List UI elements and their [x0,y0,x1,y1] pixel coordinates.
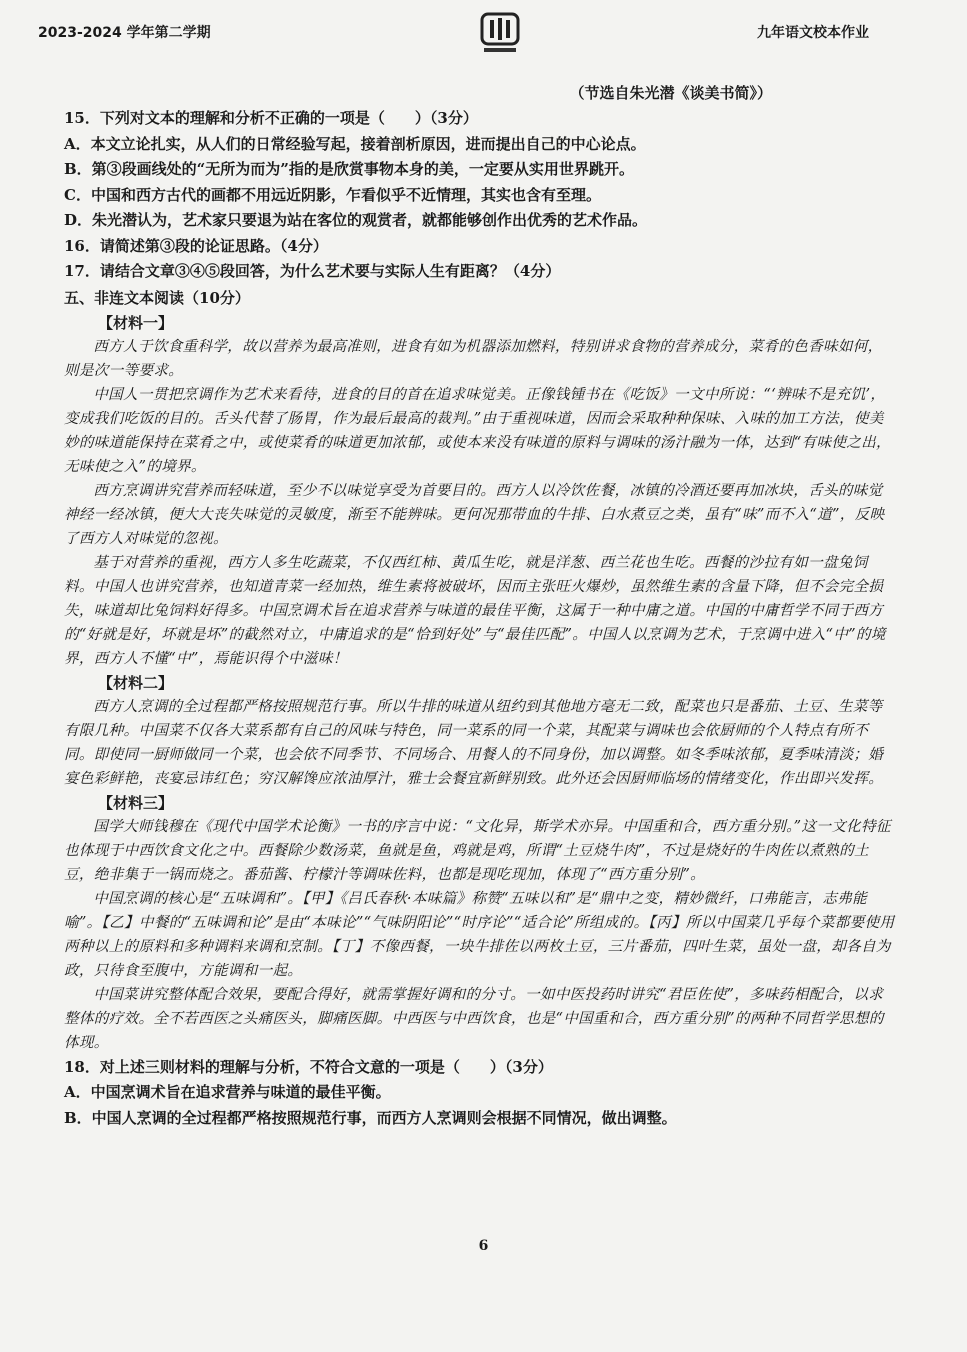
main-content [64,106,897,1131]
option-d: D．朱光潜认为，艺术家只要退为站在客位的观赏者，就都能够创作出优秀的艺术作品。 [64,211,648,229]
page-header [38,18,929,48]
option-b: B．第③段画线处的“无所为而为”指的是欣赏事物本身的美，一定要从实用世界跳开。 [64,160,634,178]
material1-paragraph: 西方烹调讲究营养而轻味道，至少不以味觉享受为首要目的。西方人以冷饮佐餐，冰镇的冷酒还要再加冰块，舌头的味觉神经一经冰镇，便大大丧失味觉的灵敏度，渐至不能辨味。更何况那带血的牛排、白水煮豆之类，虽有“味”而不入“道”，反映了西方人对味觉的忽视。 [64,481,885,547]
material1-title: 【材料一】 [98,313,174,332]
page-number: 6 [478,1238,489,1254]
question-17: 17．请结合文章③④⑤段回答，为什么艺术要与实际人生有距离？（4分） [64,262,561,280]
option-b: B．中国人烹调的全过程都严格按照规范行事，而西方人烹调则会根据不同情况，做出调整。 [64,1108,677,1127]
material3-paragraph: 中国烹调的核心是“五味调和”。【甲】《吕氏春秋·本味篇》称赞“五味以和”是“鼎中之变，精妙微纤，口弗能言，志弗能喻”。【乙】中餐的“五味调和论”是由“本味论”“气味阴阳论”“时序论”“适合论”所组成的。【丙】所以中国菜几乎每个菜都要使用两种以上的原料和多种调料来调和烹制。【丁】不像西餐，一块牛排佐以两枚土豆，三片番茄，四叶生菜，虽处一盘，却各自为政，只待食至腹中，方能调和一起。 [64,889,895,979]
material2-paragraph: 西方人烹调的全过程都严格按照规范行事。所以牛排的味道从纽约到其他地方毫无二致，配菜也只是番茄、土豆、生菜等有限几种。中国菜不仅各大菜系都有自己的风味与特色，同一菜系的同一个菜，其配菜与调味也会依厨师的个人特点有所不同。即使同一厨师做同一个菜，也会依不同季节、不同场合、用餐人的不同身份，加以调整。如冬季味浓郁，夏季味清淡；婚宴色彩鲜艳，丧宴忌讳红色；穷汉解馋应浓油厚汁，雅士会餐宜新鲜别致。此外还会因厨师临场的情绪变化，作出即兴发挥。 [64,697,884,787]
school-logo-icon [460,12,540,56]
material1-paragraph: 基于对营养的重视，西方人多生吃蔬菜，不仅西红柿、黄瓜生吃，就是洋葱、西兰花也生吃。西餐的沙拉有如一盘兔饲料。中国人也讲究营养，也知道青菜一经加热，维生素将被破坏，因而主张旺火爆炒，虽然维生素的含量下降，但不会完全损失，味道却比兔饲料好得多。中国烹调术旨在追求营养与味道的最佳平衡，这属于一种中庸之道。中国的中庸哲学不同于西方的“好就是好，坏就是坏”的截然对立，中庸追求的是“恰到好处”与“最佳匹配”。中国人以烹调为艺术，于烹调中进入“中”的境界，西方人不懂“中”，焉能识得个中滋味！ [64,553,886,667]
option-a: A．中国烹调术旨在追求营养与味道的最佳平衡。 [64,1083,391,1101]
term-label: 2023-2024 学年第二学期 [38,25,211,41]
material3-paragraph: 国学大师钱穆在《现代中国学术论衡》一书的序言中说：“文化异，斯学术亦异。中国重和合，西方重分别。”这一文化特征也体现于中西饮食文化之中。西餐除少数汤菜，鱼就是鱼，鸡就是鸡，所谓“土豆烧牛肉”，不过是烧好的牛肉佐以煮熟的土豆，绝非集于一锅而烧之。番茄酱、柠檬汁等调味佐料，也都是现吃现加，体现了“西方重分别”。 [64,817,891,883]
question-18: 18．对上述三则材料的理解与分析，不符合文意的一项是（ ）（3分） [64,1057,553,1076]
citation: （节选自朱光潜《谈美书简》） [569,84,772,102]
question-15: 15．下列对文本的理解和分析不正确的一项是（ ）（3分） [64,109,478,127]
option-a: A．本文立论扎实，从人们的日常经验写起，接着剖析原因，进而提出自己的中心论点。 [64,134,646,153]
material3-title: 【材料三】 [98,793,174,812]
material1-paragraph: 西方人于饮食重科学，故以营养为最高准则，进食有如为机器添加燃料，特别讲求食物的营养成分，菜肴的色香味如何，则是次一等要求。 [64,337,883,379]
option-c: C．中国和西方古代的画都不用远近阴影，乍看似乎不近情理，其实也含有至理。 [64,185,601,204]
material1-paragraph: 中国人一贯把烹调作为艺术来看待，进食的目的首在追求味觉美。正像钱锺书在《吃饭》一文中所说：“‘辨味不是充饥’，变成我们吃饭的目的。舌头代替了肠胃，作为最后最高的裁判。”由于重视味道，因而会采取种种保味、入味的加工方法，使美妙的味道能保持在菜肴之中，或使菜肴的味道更加浓郁，或使本来没有味道的原料与调味的汤汁融为一体，达到“有味使之出，无味使之入”的境界。 [64,385,891,475]
section-title: 五、非连文本阅读（10分） [64,288,250,307]
subject-label: 九年语文校本作业 [757,25,869,41]
material3-paragraph: 中国菜讲究整体配合效果，要配合得好，就需掌握好调和的分寸。一如中医投药时讲究“君臣佐使”，多味药相配合，以求整体的疗效。全不若西医之头痛医头，脚痛医脚。中西医与中西饮食，也是“中国重和合，西方重分别”的两种不同哲学思想的体现。 [64,985,884,1051]
material2-title: 【材料二】 [98,673,174,692]
question-16: 16．请简述第③段的论证思路。（4分） [64,236,328,255]
